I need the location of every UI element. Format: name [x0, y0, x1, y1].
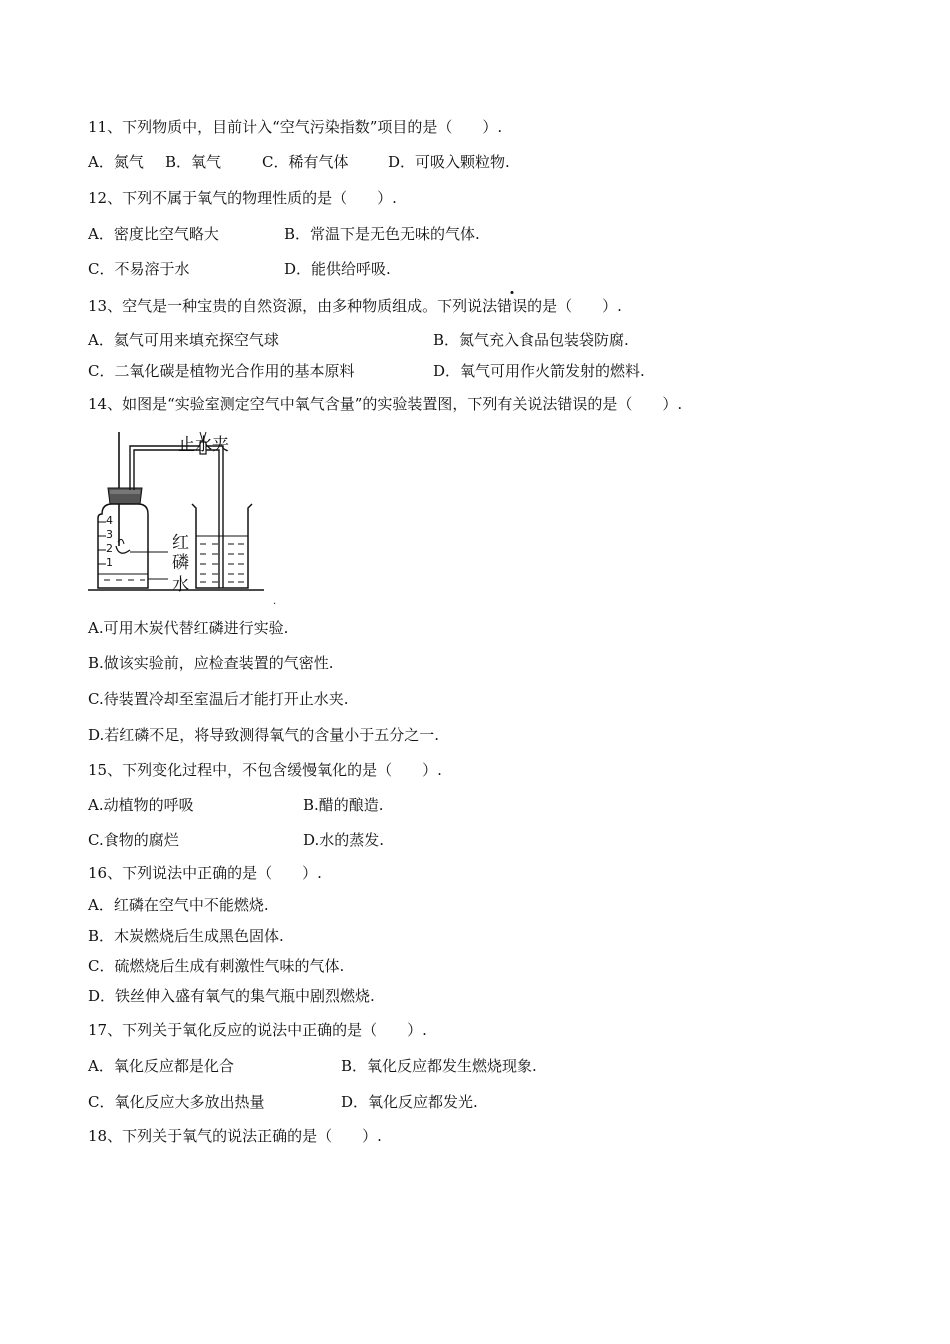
question-12-stem: 12、下列不属于氧气的物理性质的是（ ）. — [88, 189, 397, 207]
question-13-option-c: C．二氧化碳是植物光合作用的基本原料 — [88, 362, 355, 380]
question-16-option-d: D．铁丝伸入盛有氧气的集气瓶中剧烈燃烧. — [88, 987, 375, 1005]
question-15-option-a: A.动植物的呼吸 — [88, 796, 194, 814]
question-13-option-b: B．氮气充入食品包装袋防腐. — [433, 331, 629, 349]
question-14-stem: 14、如图是“实验室测定空气中氧气含量”的实验装置图，下列有关说法错误的是（ ）. — [88, 395, 683, 413]
question-12-option-a: A．密度比空气略大 — [88, 225, 219, 243]
question-15-option-c: C.食物的腐烂 — [88, 831, 179, 849]
question-11-option-a: A．氮气 — [88, 153, 144, 171]
question-15-stem: 15、下列变化过程中，不包含缓慢氧化的是（ ）. — [88, 761, 442, 779]
question-14-option-b: B.做该实验前，应检查装置的气密性. — [88, 654, 334, 672]
question-15-option-d: D.水的蒸发. — [303, 831, 385, 849]
question-16-option-c: C．硫燃烧后生成有刺激性气味的气体. — [88, 957, 345, 975]
label-clamp: 止水夹 — [178, 435, 229, 455]
question-17-option-b: B．氧化反应都发生燃烧现象. — [341, 1057, 537, 1075]
question-14-option-a: A.可用木炭代替红磷进行实验. — [88, 619, 289, 637]
question-11-stem: 11、下列物质中，目前计入“空气污染指数”项目的是（ ）. — [88, 118, 503, 136]
burning-spoon — [116, 546, 130, 553]
question-15-option-b: B.醋的酿造. — [303, 796, 384, 814]
question-13-emphasis: 错误 — [497, 297, 528, 315]
question-13-option-d: D．氧气可用作火箭发射的燃料. — [433, 362, 645, 380]
beaker — [192, 504, 252, 588]
question-16-option-a: A．红磷在空气中不能燃烧. — [88, 896, 269, 914]
question-12-option-d: D．能供给呼吸. — [284, 260, 391, 278]
question-16-option-b: B．木炭燃烧后生成黑色固体. — [88, 927, 284, 945]
question-11-option-c: C．稀有气体 — [262, 153, 349, 171]
question-11-option-b: B．氧气 — [165, 153, 222, 171]
question-12-option-c: C．不易溶于水 — [88, 260, 190, 278]
question-14-option-c: C.待装置冷却至室温后才能打开止水夹. — [88, 690, 349, 708]
label-water: 水 — [172, 575, 189, 595]
question-12-option-b: B．常温下是无色无味的气体. — [284, 225, 480, 243]
label-phosphorus-2: 磷 — [172, 553, 189, 573]
question-18-stem: 18、下列关于氧气的说法正确的是（ ）. — [88, 1127, 382, 1145]
oxygen-experiment-figure — [88, 428, 288, 608]
question-11-option-d: D．可吸入颗粒物. — [388, 153, 510, 171]
question-17-option-d: D．氧化反应都发光. — [341, 1093, 478, 1111]
question-13-stem — [88, 296, 622, 316]
question-13-stem-post: 的是（ ）. — [527, 297, 622, 315]
question-14-option-d: D.若红磷不足，将导致测得氧气的含量小于五分之一. — [88, 726, 440, 744]
question-13-stem-pre: 13、空气是一种宝贵的自然资源，由多种物质组成。下列说法 — [88, 297, 498, 315]
question-17-option-c: C．氧化反应大多放出热量 — [88, 1093, 265, 1111]
figure-dot: . — [273, 596, 277, 607]
question-13-option-a: A．氦气可用来填充探空气球 — [88, 331, 279, 349]
label-phosphorus-1: 红 — [172, 533, 189, 553]
question-17-stem: 17、下列关于氧化反应的说法中正确的是（ ）. — [88, 1021, 427, 1039]
bottle-scale: 4 3 2 1 — [106, 514, 113, 569]
question-16-stem: 16、下列说法中正确的是（ ）. — [88, 864, 322, 882]
question-17-option-a: A．氧化反应都是化合 — [88, 1057, 234, 1075]
